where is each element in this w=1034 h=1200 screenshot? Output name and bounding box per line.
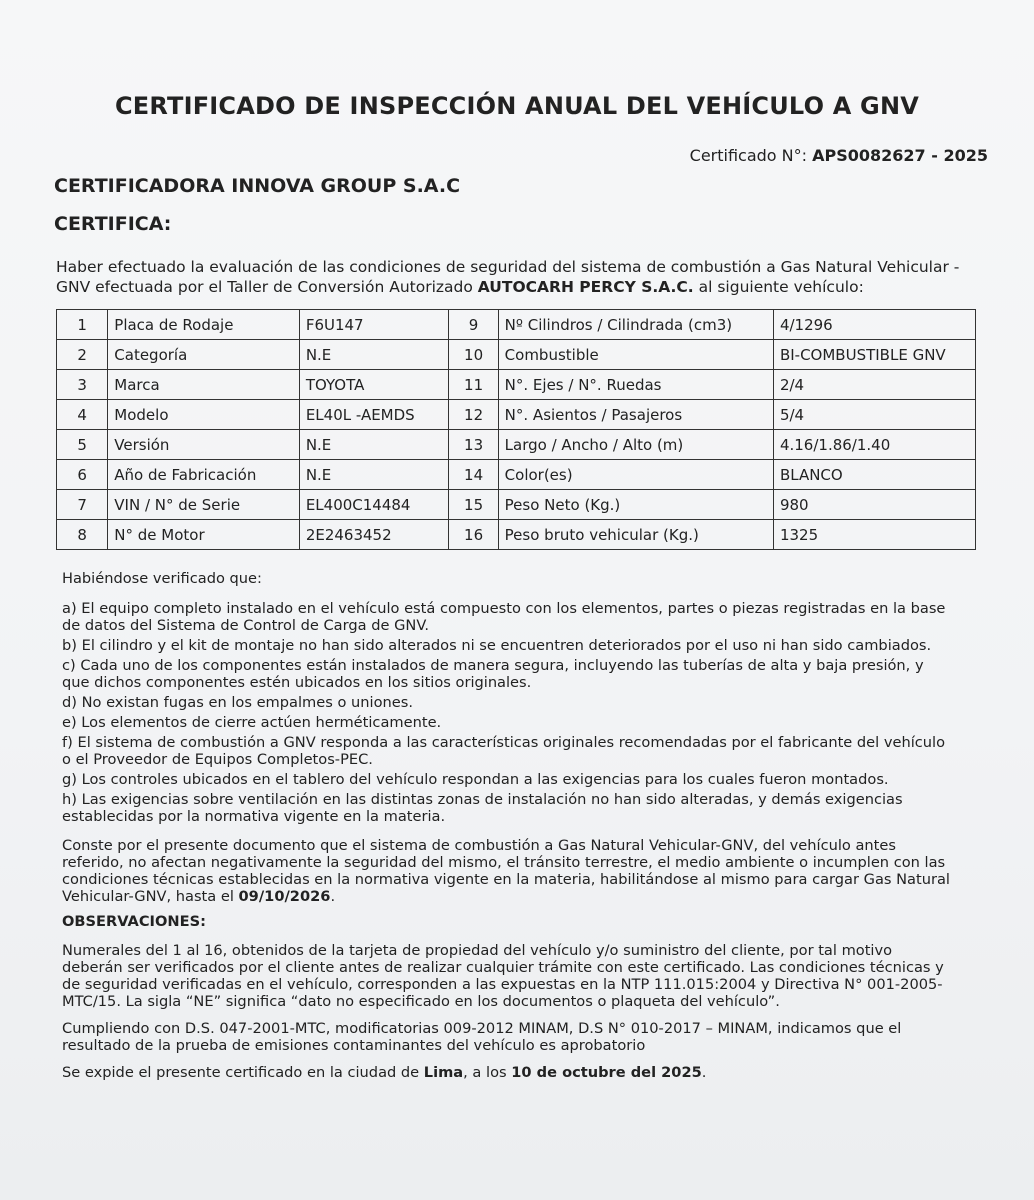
expide-paragraph (62, 1064, 954, 1081)
row-number-cell: 3 (57, 370, 108, 400)
vehicle-row (57, 460, 976, 490)
certificate-body (62, 570, 954, 1081)
verification-item: f) El sistema de combustión a GNV responda a las características originales recomendadas por el fabricante del vehículo o el Proveedor de Equipos Completos-PEC. (62, 734, 946, 768)
vehicle-row (57, 430, 976, 460)
row-number-cell: 14 (449, 460, 498, 490)
observacion-item: Numerales del 1 al 16, obtenidos de la tarjeta de propiedad del vehículo y/o suministro del cliente, por tal motivo deberán ser verificados por el cliente antes de realizar cualquier trámite con este certificado. Las condiciones técnicas y de seguridad verificadas en el vehículo, corresponden a las expuestas en la NTP 111.015:2004 y Directiva N° 001-2005-MTC/15. La sigla “NE” significa “dato no especificado en los documentos o plaqueta del vehículo”. (62, 942, 944, 1010)
row-number-cell: 16 (449, 520, 498, 550)
expide-end: . (701, 1064, 707, 1081)
conste-end: . (330, 888, 336, 905)
vehicle-row (57, 400, 976, 430)
field-value-cell: 2/4 (773, 370, 975, 400)
verification-item: a) El equipo completo instalado en el vehículo está compuesto con los elementos, partes o piezas registradas en la base de datos del Sistema de Control de Carga de GNV. (62, 600, 946, 634)
intro-text-end: al siguiente vehículo: (693, 278, 864, 296)
field-label-cell: Nº Cilindros / Cilindrada (cm3) (498, 310, 773, 340)
expide-text-mid: , a los (463, 1064, 512, 1081)
vehicle-row (57, 490, 976, 520)
conste-text: Conste por el presente documento que el sistema de combustión a Gas Natural Vehicular-GNV, del vehículo antes referido, no afectan negativamente la seguridad del mismo, el tránsito terrestre, el medio ambiente o incumplen con las condiciones técnicas establecidas en la normativa vigente en la materia, habilitándose al mismo para cargar Gas Natural Vehicular-GNV, hasta el (62, 837, 950, 905)
intro-text: Haber efectuado la evaluación de las condiciones de seguridad del sistema de combustión a Gas Natural Vehicular - GNV efectuada por el Taller de Conversión Autorizado (56, 258, 960, 296)
field-value-cell: 4.16/1.86/1.40 (773, 430, 975, 460)
row-number-cell: 6 (57, 460, 108, 490)
vehicle-table (56, 309, 976, 550)
observaciones-list (62, 942, 954, 1054)
expide-text: Se expide el presente certificado en la ciudad de (62, 1064, 424, 1081)
field-value-cell: N.E (299, 460, 449, 490)
row-number-cell: 1 (57, 310, 108, 340)
row-number-cell: 4 (57, 400, 108, 430)
expide-city: Lima (423, 1064, 464, 1081)
field-value-cell: BI-COMBUSTIBLE GNV (773, 340, 975, 370)
observaciones-heading: OBSERVACIONES: (62, 913, 206, 930)
observacion-item: Cumpliendo con D.S. 047-2001-MTC, modificatorias 009-2012 MINAM, D.S N° 010-2017 – MINAM, indicamos que el resultado de la prueba de emisiones contaminantes del vehículo es aprobatorio (62, 1020, 902, 1054)
field-value-cell: EL400C14484 (299, 490, 449, 520)
verified-lead: Habiéndose verificado que: (62, 570, 262, 587)
field-value-cell: TOYOTA (299, 370, 449, 400)
field-value-cell: 2E2463452 (299, 520, 449, 550)
row-number-cell: 2 (57, 340, 108, 370)
row-number-cell: 9 (449, 310, 498, 340)
document-title: CERTIFICADO DE INSPECCIÓN ANUAL DEL VEHÍCULO A GNV (114, 92, 920, 120)
field-label-cell: Peso bruto vehicular (Kg.) (498, 520, 773, 550)
field-label-cell: Largo / Ancho / Alto (m) (498, 430, 773, 460)
certificate-number-value: APS0082627 - 2025 (812, 146, 988, 165)
field-label-cell: Modelo (108, 400, 300, 430)
field-label-cell: Versión (108, 430, 300, 460)
vehicle-row (57, 310, 976, 340)
row-number-cell: 7 (57, 490, 108, 520)
field-label-cell: N°. Ejes / N°. Ruedas (498, 370, 773, 400)
field-value-cell: F6U147 (299, 310, 449, 340)
field-value-cell: 980 (773, 490, 975, 520)
verification-item: e) Los elementos de cierre actúen herméticamente. (62, 714, 442, 731)
expide-date: 10 de octubre del 2025 (511, 1064, 702, 1081)
verification-item: b) El cilindro y el kit de montaje no han sido alterados ni se encuentren deteriorados por el uso ni han sido cambiados. (62, 637, 932, 654)
field-label-cell: Combustible (498, 340, 773, 370)
field-value-cell: EL40L -AEMDS (299, 400, 449, 430)
row-number-cell: 11 (449, 370, 498, 400)
company-name: CERTIFICADORA INNOVA GROUP S.A.C (54, 175, 461, 197)
vehicle-row (57, 520, 976, 550)
row-number-cell: 15 (449, 490, 498, 520)
row-number-cell: 10 (449, 340, 498, 370)
verification-item: h) Las exigencias sobre ventilación en las distintas zonas de instalación no han sido alteradas, y demás exigencias establecidas por la normativa vigente en la materia. (62, 791, 903, 825)
row-number-cell: 13 (449, 430, 498, 460)
certificate-number (690, 146, 988, 165)
certificate-number-label: Certificado N°: (689, 146, 813, 165)
field-label-cell: Marca (108, 370, 300, 400)
field-label-cell: N° de Motor (108, 520, 300, 550)
intro-paragraph (56, 257, 976, 297)
verification-item: d) No existan fugas en los empalmes o uniones. (62, 694, 413, 711)
field-value-cell: N.E (299, 340, 449, 370)
field-label-cell: Categoría (108, 340, 300, 370)
certifica-heading: CERTIFICA: (54, 213, 172, 235)
field-label-cell: Placa de Rodaje (108, 310, 300, 340)
field-label-cell: Color(es) (498, 460, 773, 490)
valid-until-date: 09/10/2026 (238, 888, 331, 905)
verification-item: g) Los controles ubicados en el tablero del vehículo respondan a las exigencias para los cuales fueron montados. (62, 771, 889, 788)
field-value-cell: N.E (299, 430, 449, 460)
conste-paragraph (62, 837, 954, 905)
field-label-cell: Año de Fabricación (108, 460, 300, 490)
field-value-cell: BLANCO (773, 460, 975, 490)
row-number-cell: 5 (57, 430, 108, 460)
verification-item: c) Cada uno de los componentes están instalados de manera segura, incluyendo las tuberías de alta y baja presión, y que dichos componentes estén ubicados en los sitios originales. (62, 657, 924, 691)
vehicle-row (57, 370, 976, 400)
field-value-cell: 4/1296 (773, 310, 975, 340)
workshop-name: AUTOCARH PERCY S.A.C. (477, 278, 694, 296)
field-value-cell: 5/4 (773, 400, 975, 430)
row-number-cell: 8 (57, 520, 108, 550)
vehicle-row (57, 340, 976, 370)
field-label-cell: N°. Asientos / Pasajeros (498, 400, 773, 430)
verification-list (62, 600, 954, 825)
field-value-cell: 1325 (773, 520, 975, 550)
row-number-cell: 12 (449, 400, 498, 430)
field-label-cell: VIN / N° de Serie (108, 490, 300, 520)
field-label-cell: Peso Neto (Kg.) (498, 490, 773, 520)
